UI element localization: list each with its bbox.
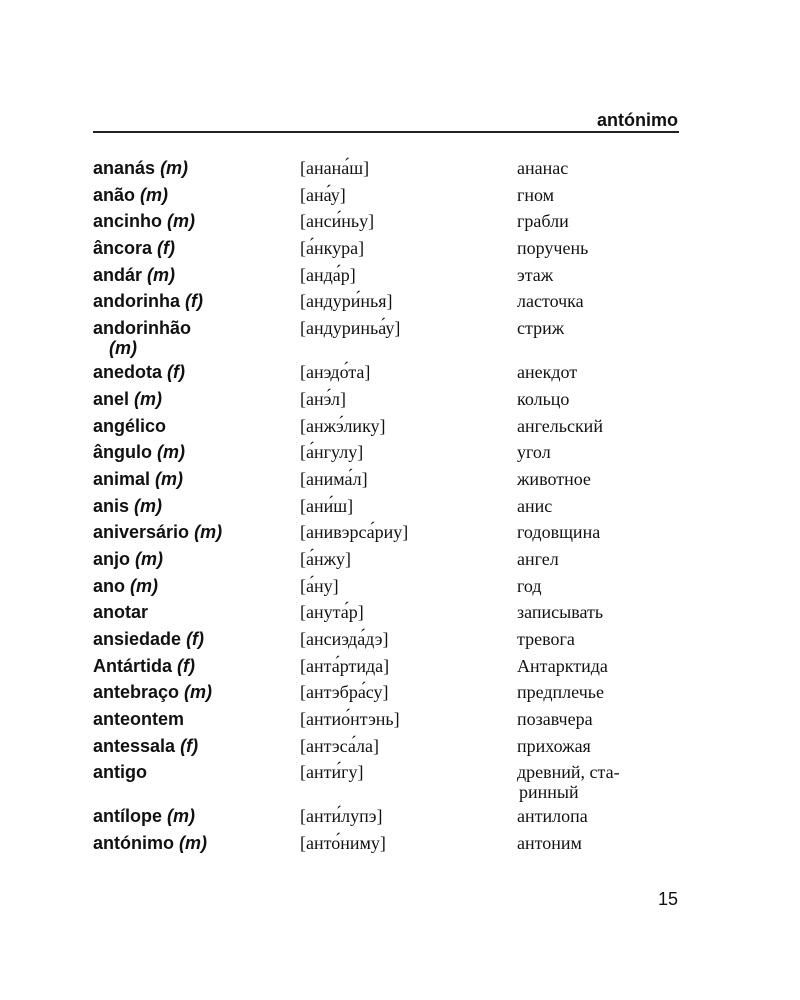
transcription: [анси́ньу] — [300, 211, 375, 232]
dictionary-entry — [93, 549, 679, 576]
dictionary-entry — [93, 238, 679, 265]
entry-word — [93, 656, 293, 676]
headword: anel — [93, 388, 130, 409]
headword: antónimo — [93, 833, 174, 854]
transcription: [антио́нтэнь] — [300, 709, 400, 730]
dictionary-entry — [93, 389, 679, 416]
transcription: [анута́р] — [300, 602, 364, 623]
translation: кольцо — [517, 388, 570, 409]
transcription: [андуриньа́у] — [300, 318, 401, 339]
header-rule — [93, 131, 679, 133]
dictionary-entry — [93, 265, 679, 292]
gender-marker: (m) — [109, 338, 137, 359]
dictionary-entry — [93, 602, 679, 629]
gender-marker: (f) — [167, 362, 186, 383]
dictionary-entry — [93, 185, 679, 212]
dictionary-entry — [93, 158, 679, 185]
dictionary-entry — [93, 576, 679, 603]
gender-marker: (m) — [155, 468, 184, 489]
transcription: [анжэ́лику] — [300, 415, 386, 436]
transcription: [анивэрса́риу] — [300, 522, 409, 543]
translation: годовщина — [517, 522, 601, 543]
dictionary-entry — [93, 709, 679, 736]
headword: antebraço — [93, 682, 180, 703]
translation: антоним — [517, 833, 582, 854]
gender-marker: (m) — [184, 682, 213, 703]
headword: andorinha — [93, 291, 181, 312]
translation: год — [517, 575, 542, 596]
translation-line-continued: ринный — [519, 782, 579, 803]
headword: anedota — [93, 362, 163, 383]
gender-marker: (m) — [167, 211, 196, 232]
entry-word — [93, 238, 293, 258]
page-number: 15 — [657, 889, 678, 909]
entry-word — [93, 736, 293, 756]
entry-word — [93, 682, 293, 702]
transcription: [антэса́ла] — [300, 735, 379, 756]
translation: этаж — [517, 264, 554, 285]
entry-word — [93, 265, 293, 285]
dictionary-entry — [93, 762, 679, 806]
headword: anotar — [93, 602, 149, 623]
translation: угол — [517, 442, 551, 463]
dictionary-entry — [93, 211, 679, 238]
gender-marker: (m) — [147, 264, 176, 285]
headword: anis — [93, 495, 130, 516]
headword: ângulo — [93, 442, 152, 463]
transcription: [андури́нья] — [300, 291, 393, 312]
gender-marker: (m) — [157, 442, 186, 463]
entry-word — [93, 442, 293, 462]
translation: предплечье — [517, 682, 604, 703]
translation: поручень — [517, 238, 589, 259]
dictionary-entry — [93, 806, 679, 833]
entry-word — [93, 469, 293, 489]
gender-marker: (f) — [157, 238, 176, 259]
dictionary-entry — [93, 522, 679, 549]
transcription: [анэ́л] — [300, 388, 346, 409]
gender-marker: (m) — [134, 388, 163, 409]
entry-word — [93, 416, 293, 436]
gender-marker: (m) — [135, 548, 164, 569]
gender-marker: (m) — [134, 495, 163, 516]
translation — [517, 762, 687, 802]
transcription: [анто́ниму] — [300, 833, 386, 854]
translation: грабли — [517, 211, 569, 232]
headword: ansiedade — [93, 629, 182, 649]
transcription: [анда́р] — [300, 264, 356, 285]
dictionary-entry — [93, 629, 679, 656]
entry-word — [93, 549, 293, 569]
dictionary-entry — [93, 656, 679, 683]
translation: позавчера — [517, 709, 593, 730]
entry-word — [93, 833, 293, 853]
entry-word — [93, 318, 293, 358]
entry-word — [93, 709, 293, 729]
headword: ano — [93, 575, 126, 596]
translation: Антарктида — [517, 655, 608, 676]
headword: ancinho — [93, 211, 163, 232]
gender-marker: (m) — [194, 522, 223, 543]
translation: анекдот — [517, 362, 578, 383]
translation: антилопа — [517, 806, 588, 827]
gender-marker: (m) — [179, 833, 208, 854]
transcription: [ани́ш] — [300, 495, 354, 516]
transcription: [антэбра́су] — [300, 682, 389, 703]
transcription: [анти́гу] — [300, 762, 364, 783]
gender-marker: (m) — [167, 806, 196, 827]
dictionary-entry — [93, 442, 679, 469]
dictionary-entry — [93, 833, 679, 860]
headword: anjo — [93, 548, 131, 569]
headword: antessala — [93, 735, 176, 756]
entry-word — [93, 362, 293, 382]
entry-word — [93, 576, 293, 596]
translation: ангел — [517, 548, 559, 569]
translation: животное — [517, 468, 591, 489]
transcription: [а́ну] — [300, 575, 339, 596]
transcription: [анэдо́та] — [300, 362, 371, 383]
gender-marker: (f) — [185, 291, 204, 312]
headword: ananás — [93, 158, 156, 178]
entry-word — [93, 762, 293, 782]
entry-word — [93, 522, 293, 542]
dictionary-entry — [93, 682, 679, 709]
entry-word — [93, 389, 293, 409]
entry-word — [93, 806, 293, 826]
gender-marker: (m) — [130, 575, 159, 596]
headword: angélico — [93, 415, 167, 436]
gender-marker: (m) — [140, 184, 169, 205]
transcription: [анима́л] — [300, 468, 368, 489]
gender-marker: (m) — [160, 158, 189, 178]
transcription: [анти́лупэ] — [300, 806, 383, 827]
translation: тревога — [517, 629, 575, 649]
headword: anteontem — [93, 709, 185, 730]
entry-word — [93, 602, 293, 622]
gender-marker: (f) — [186, 629, 205, 649]
translation: ананас — [517, 158, 569, 178]
headword: antigo — [93, 762, 147, 783]
transcription: [а́нгулу] — [300, 442, 364, 463]
running-head: antónimo — [597, 110, 678, 130]
transcription: [анана́ш] — [300, 158, 370, 178]
transcription: [ансиэда́дэ] — [300, 629, 389, 649]
dictionary-entry — [93, 362, 679, 389]
translation: записывать — [517, 602, 604, 623]
headword: antílope — [93, 806, 163, 827]
headword: animal — [93, 468, 151, 489]
headword: andorinhão — [93, 318, 191, 339]
entry-word — [93, 291, 293, 311]
entry-word — [93, 629, 293, 649]
headword: âncora — [93, 238, 153, 259]
dictionary-entries — [93, 158, 679, 860]
dictionary-entry — [93, 416, 679, 443]
translation: анис — [517, 495, 553, 516]
translation: ласточка — [517, 291, 584, 312]
translation: прихожая — [517, 735, 591, 756]
dictionary-entry — [93, 496, 679, 523]
transcription: [а́нжу] — [300, 548, 352, 569]
translation: ангельский — [517, 415, 603, 436]
translation-line: древний, ста- — [517, 762, 620, 783]
transcription: [ана́у] — [300, 184, 346, 205]
gender-marker: (f) — [180, 735, 199, 756]
translation: гном — [517, 184, 555, 205]
headword: anão — [93, 184, 136, 205]
dictionary-entry — [93, 736, 679, 763]
headword: aniversário — [93, 522, 190, 543]
entry-word — [93, 496, 293, 516]
dictionary-entry — [93, 469, 679, 496]
entry-word — [93, 185, 293, 205]
entry-word — [93, 211, 293, 231]
headword: andár — [93, 264, 143, 285]
dictionary-entry — [93, 318, 679, 362]
headword: Antártida — [93, 655, 173, 676]
gender-marker: (f) — [177, 655, 196, 676]
translation: стриж — [517, 318, 565, 339]
transcription: [анта́ртида] — [300, 655, 390, 676]
transcription: [а́нкура] — [300, 238, 365, 259]
entry-word — [93, 158, 293, 178]
dictionary-entry — [93, 291, 679, 318]
